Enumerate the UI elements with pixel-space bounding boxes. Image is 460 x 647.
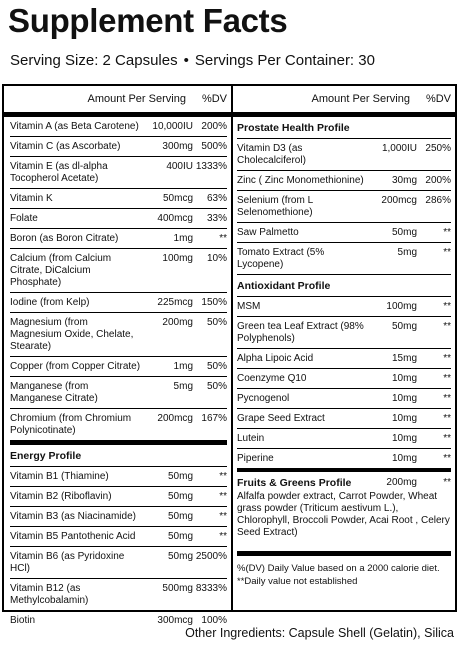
nutrient-dv: ** — [443, 393, 451, 404]
nutrient-dv: ** — [443, 373, 451, 384]
fruits-greens-amount: 200mg — [386, 477, 417, 488]
nutrient-amount: 10mg — [391, 453, 417, 464]
nutrient-row — [10, 357, 227, 377]
nutrient-row — [237, 171, 451, 191]
serving-size: Serving Size: 2 Capsules — [10, 52, 178, 69]
nutrient-row — [10, 137, 227, 157]
nutrient-row — [10, 507, 227, 527]
dv-header: %DV — [201, 93, 227, 105]
nutrient-row — [10, 579, 227, 611]
nutrient-amount: 1mg — [173, 361, 193, 372]
nutrient-amount: 30mg — [391, 175, 417, 186]
fruits-greens-blend: Alfalfa powder extract, Carrot Powder, Wheat grass powder (Triticum aestivum L.), Chlorophyll, Broccoli Powder, Acai Root , Celery Seed Extract) — [237, 491, 450, 538]
nutrient-name: Selenium (from L Selenomethione) — [237, 195, 313, 218]
right-column-header — [231, 86, 455, 117]
nutrient-row — [237, 409, 451, 429]
nutrient-row — [10, 249, 227, 293]
nutrient-name: Vitamin D3 (as Cholecalciferol) — [237, 143, 306, 166]
nutrient-row — [237, 389, 451, 409]
footnote: %(DV) Daily Value based on a 2000 calorie diet. — [237, 563, 440, 574]
nutrient-amount: 400mcg — [157, 213, 193, 224]
nutrient-name: Manganese (from Manganese Citrate) — [10, 381, 98, 404]
nutrient-name: Vitamin B5 Pantothenic Acid — [10, 531, 136, 542]
supplement-facts-table — [2, 84, 457, 626]
nutrient-dv: 10% — [206, 253, 227, 264]
nutrient-name: Coenzyme Q10 — [237, 373, 307, 384]
nutrient-row — [10, 487, 227, 507]
nutrient-row — [237, 317, 451, 349]
nutrient-dv: 286% — [425, 195, 451, 206]
nutrient-amount: 10mg — [391, 393, 417, 404]
nutrient-amount: 10mg — [391, 373, 417, 384]
nutrient-row — [10, 313, 227, 357]
nutrient-name: Magnesium (from Magnesium Oxide, Chelate, Stearate) — [10, 317, 134, 352]
nutrient-dv: ** — [443, 453, 451, 464]
nutrient-amount: 10mg — [391, 433, 417, 444]
nutrient-amount: 225mcg — [157, 297, 193, 308]
nutrient-dv: 250% — [425, 143, 451, 154]
nutrient-row — [10, 547, 227, 579]
nutrient-row — [10, 377, 227, 409]
page-title: Supplement Facts — [8, 2, 288, 39]
nutrient-row — [10, 117, 227, 137]
nutrient-amount: 10mg — [391, 413, 417, 424]
amount-header: Amount Per Serving — [87, 93, 186, 105]
nutrient-row — [237, 429, 451, 449]
nutrient-dv: 33% — [206, 213, 227, 224]
nutrient-row — [10, 527, 227, 547]
nutrient-amount: 50mg — [391, 227, 417, 238]
nutrient-name: Boron (as Boron Citrate) — [10, 233, 119, 244]
nutrient-dv: 8333% — [195, 583, 227, 594]
nutrient-name: Lutein — [237, 433, 265, 444]
nutrient-row — [10, 293, 227, 313]
nutrient-row — [237, 349, 451, 369]
nutrient-row — [237, 449, 451, 468]
nutrient-name: Calcium (from Calcium Citrate, DiCalcium Phosphate) — [10, 253, 112, 288]
energy-profile-heading: Energy Profile — [10, 441, 227, 467]
nutrient-dv: ** — [443, 353, 451, 364]
nutrient-name: Folate — [10, 213, 38, 224]
nutrient-name: Green tea Leaf Extract (98% Polyphenols) — [237, 321, 364, 344]
nutrient-name: Tomato Extract (5% Lycopene) — [237, 247, 325, 270]
other-ingredients: Other Ingredients: Capsule Shell (Gelatin), Silica — [185, 626, 454, 640]
fruits-greens-section — [237, 468, 451, 543]
nutrient-name: Vitamin B1 (Thiamine) — [10, 471, 109, 482]
nutrient-name: Zinc ( Zinc Monomethionine) — [237, 175, 364, 186]
nutrient-amount: 5mg — [173, 381, 193, 392]
nutrient-name: Vitamin K — [10, 193, 53, 204]
nutrient-amount: 200mcg — [381, 195, 417, 206]
nutrient-row — [10, 189, 227, 209]
nutrient-name: Copper (from Copper Citrate) — [10, 361, 141, 372]
nutrient-row — [237, 243, 451, 275]
nutrient-name: Alpha Lipoic Acid — [237, 353, 314, 364]
nutrient-name: Piperine — [237, 453, 274, 464]
right-rows — [231, 117, 455, 588]
left-rows — [4, 117, 231, 630]
nutrient-dv: 50% — [206, 317, 227, 328]
nutrient-name: Vitamin A (as Beta Carotene) — [10, 121, 139, 132]
left-column — [4, 86, 233, 626]
nutrient-dv: ** — [219, 471, 227, 482]
nutrient-dv: 50% — [206, 381, 227, 392]
nutrient-amount: 300mcg — [157, 615, 193, 626]
nutrient-row — [10, 229, 227, 249]
right-column — [231, 86, 455, 610]
nutrient-amount: 50mcg — [162, 193, 193, 204]
serving-info — [10, 52, 375, 69]
left-column-header — [4, 86, 231, 117]
nutrient-amount: 50mg — [391, 321, 417, 332]
nutrient-dv: ** — [443, 321, 451, 332]
nutrient-dv: ** — [219, 233, 227, 244]
footnote: **Daily value not established — [237, 576, 358, 587]
nutrient-amount: 50mg — [167, 491, 193, 502]
nutrient-dv: 500% — [201, 141, 227, 152]
nutrient-dv: 200% — [425, 175, 451, 186]
nutrient-amount: 1mg — [173, 233, 193, 244]
nutrient-name: Vitamin B6 (as Pyridoxine HCl) — [10, 551, 125, 574]
nutrient-amount: 5mg — [397, 247, 417, 258]
nutrient-name: Vitamin C (as Ascorbate) — [10, 141, 121, 152]
nutrient-name: Saw Palmetto — [237, 227, 299, 238]
amount-header: Amount Per Serving — [311, 93, 410, 105]
nutrient-amount: 50mg — [167, 531, 193, 542]
nutrient-name: Iodine (from Kelp) — [10, 297, 90, 308]
nutrient-dv: 1333% — [195, 161, 227, 172]
nutrient-amount: 300mg — [162, 141, 193, 152]
nutrient-amount: 400IU — [166, 161, 193, 172]
nutrient-row — [237, 369, 451, 389]
nutrient-amount: 500mg — [162, 583, 193, 594]
nutrient-amount: 200mcg — [157, 413, 193, 424]
nutrient-amount: 50mg — [167, 551, 193, 562]
nutrient-row — [237, 297, 451, 317]
bullet-separator: • — [183, 52, 189, 69]
nutrient-amount: 15mg — [391, 353, 417, 364]
nutrient-dv: ** — [443, 413, 451, 424]
nutrient-row — [237, 223, 451, 243]
nutrient-dv: ** — [443, 247, 451, 258]
nutrient-name: Chromium (from Chromium Polynicotinate) — [10, 413, 132, 436]
nutrient-dv: ** — [219, 511, 227, 522]
nutrient-amount: 100mg — [162, 253, 193, 264]
nutrient-name: MSM — [237, 301, 261, 312]
nutrient-amount: 1,000IU — [381, 143, 417, 154]
nutrient-row — [237, 191, 451, 223]
nutrient-amount: 50mg — [167, 511, 193, 522]
nutrient-dv: ** — [443, 433, 451, 444]
antioxidant-profile-heading: Antioxidant Profile — [237, 275, 451, 297]
servings-per-container: Servings Per Container: 30 — [194, 52, 375, 69]
nutrient-name: Vitamin B12 (as Methylcobalamin) — [10, 583, 89, 606]
dv-header: %DV — [425, 93, 451, 105]
nutrient-name: Vitamin E (as dl-alpha Tocopherol Acetate) — [10, 161, 108, 184]
footnotes — [237, 551, 451, 588]
nutrient-row — [10, 409, 227, 441]
nutrient-amount: 10,000IU — [152, 121, 193, 132]
nutrient-dv: 50% — [206, 361, 227, 372]
nutrient-amount: 50mg — [167, 471, 193, 482]
nutrient-dv: 150% — [201, 297, 227, 308]
nutrient-dv: 200% — [201, 121, 227, 132]
nutrient-name: Biotin — [10, 615, 36, 626]
prostate-profile-heading: Prostate Health Profile — [237, 117, 451, 139]
nutrient-name: Vitamin B3 (as Niacinamide) — [10, 511, 136, 522]
nutrient-name: Pycnogenol — [237, 393, 290, 404]
nutrient-row — [237, 139, 451, 171]
nutrient-dv: 167% — [201, 413, 227, 424]
nutrient-dv: ** — [443, 301, 451, 312]
nutrient-amount: 200mg — [162, 317, 193, 328]
nutrient-dv: 63% — [206, 193, 227, 204]
nutrient-name: Vitamin B2 (Riboflavin) — [10, 491, 112, 502]
nutrient-dv: ** — [443, 227, 451, 238]
nutrient-row — [10, 209, 227, 229]
fruits-greens-heading: Fruits & Greens Profile — [237, 477, 352, 489]
nutrient-name: Grape Seed Extract — [237, 413, 325, 424]
nutrient-amount: 100mg — [386, 301, 417, 312]
fruits-greens-dv: ** — [443, 477, 451, 488]
nutrient-dv: ** — [219, 491, 227, 502]
nutrient-dv: 100% — [201, 615, 227, 626]
nutrient-dv: ** — [219, 531, 227, 542]
nutrient-dv: 2500% — [195, 551, 227, 562]
nutrient-row — [10, 467, 227, 487]
nutrient-row — [10, 157, 227, 189]
